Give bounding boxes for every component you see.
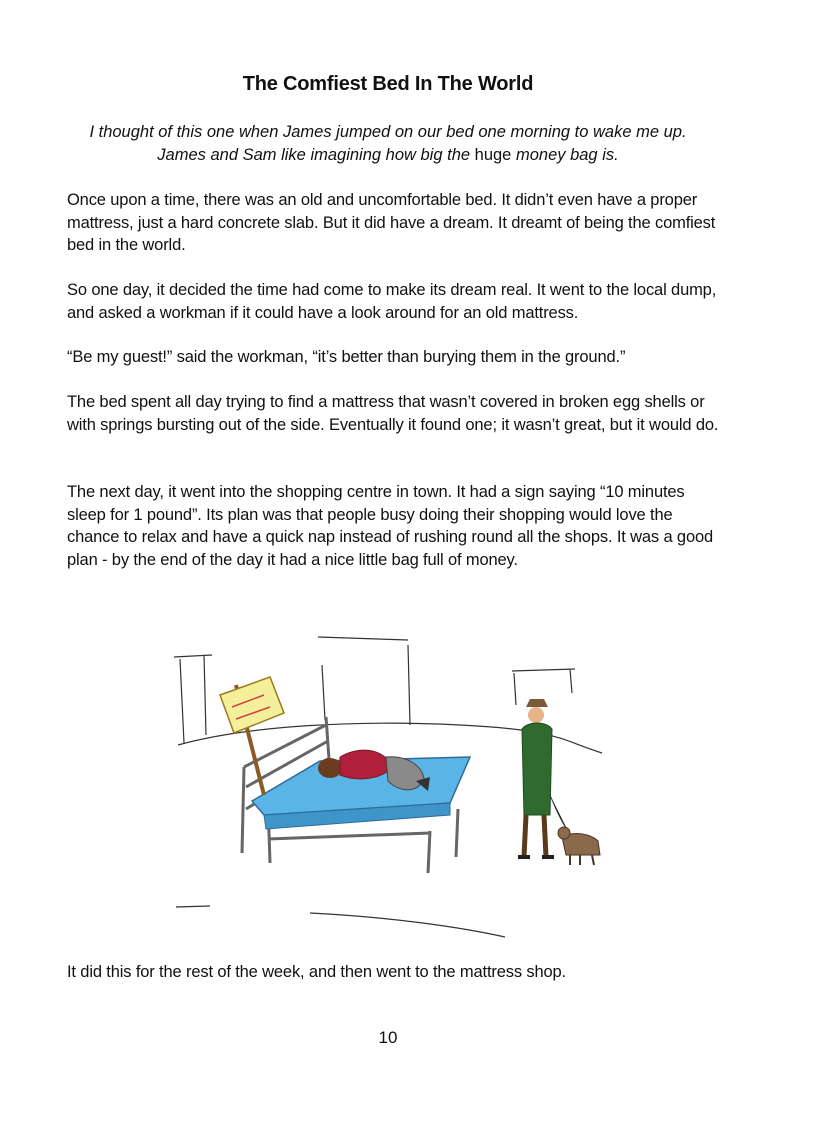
page-number: 10	[378, 1028, 398, 1047]
dog	[558, 827, 600, 865]
story-title: The Comfiest Bed In The World	[242, 73, 534, 95]
paragraph-5: The next day, it went into the shopping centre in town. It had a sign saying “10 minutes sleep for 1 pound”. Its plan was that people busy doing their shopping would love the chance to relax and have a quick nap instead of rushing round all the shops. It was a good plan - by the end of the day it had a nice little bag full of money.	[67, 483, 714, 569]
paragraph-1: Once upon a time, there was an old and uncomfortable bed. It didn’t even have a proper mattress, just a hard concrete slab. But it did have a dream. It dreamt of being the comfiest bed in the world.	[67, 191, 716, 254]
bed-illustration	[160, 625, 620, 945]
paragraph-2: So one day, it decided the time had come to make its dream real. It went to the local dump, and asked a workman if it could have a look around for an old mattress.	[67, 281, 717, 322]
story-intro	[40, 121, 736, 167]
paragraph-4: The bed spent all day trying to find a mattress that wasn’t covered in broken egg shells or with springs bursting out of the side. Eventually it found one; it wasn’t great, but it would do.	[67, 393, 719, 434]
intro-line-2a: James and Sam like imagining how big the	[157, 146, 471, 164]
price-sign	[220, 677, 284, 795]
intro-line-1: I thought of this one when James jumped on our bed one morning to wake me up.	[89, 123, 687, 141]
intro-line-2c: money bag is.	[515, 146, 619, 164]
intro-line-2b: huge	[474, 146, 512, 164]
paragraph-3: “Be my guest!” said the workman, “it’s better than burying them in the ground.”	[67, 348, 626, 366]
paragraph-6: It did this for the rest of the week, and then went to the mattress shop.	[67, 963, 566, 981]
